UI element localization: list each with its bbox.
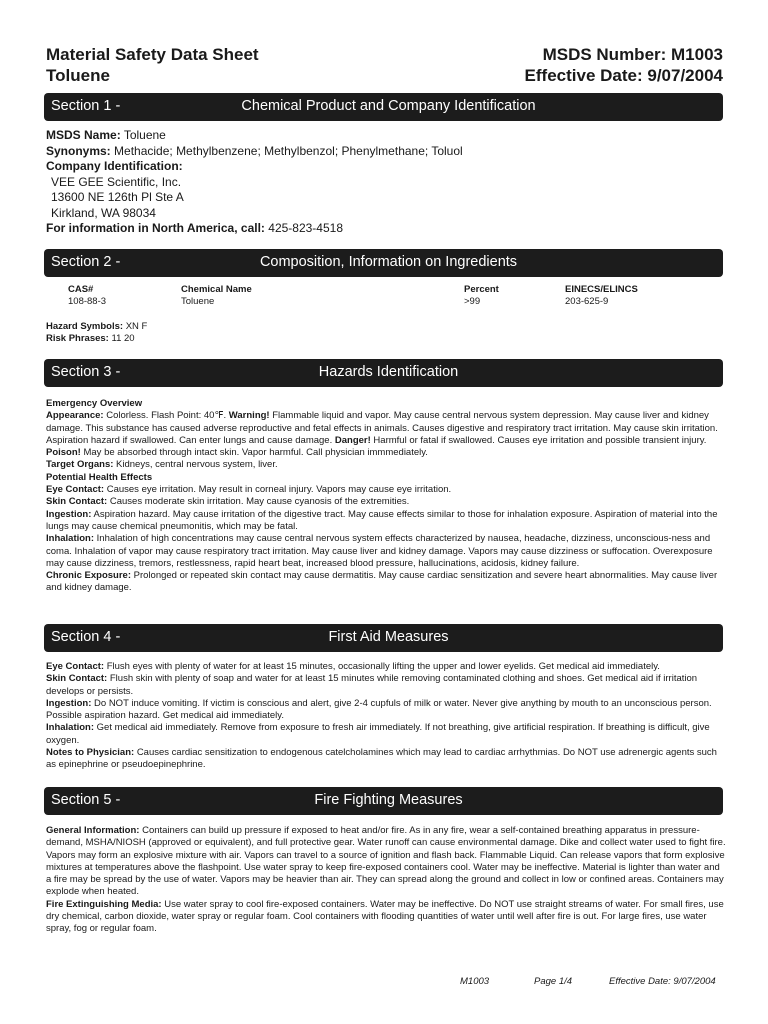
footer-effective-date: Effective Date: 9/07/2004 — [609, 976, 716, 987]
field-value: Aspiration hazard. May cause irritation of the digestive tract. May cause effects similar to those for inhalation exposure. Aspiration of material into the lungs may cause chemical pneumonitis, which may be fatal. — [46, 508, 718, 532]
field-value: Methacide; Methylbenzene; Methylbenzol; Phenylmethane; Toluol — [114, 143, 463, 158]
section-number: Section 2 - — [51, 254, 121, 270]
table-column-cas — [68, 284, 106, 308]
field-label: For information in North America, call: — [46, 221, 265, 235]
field-value: Harmful or fatal if swallowed. Causes eye irritation and possible transient injury. — [373, 434, 707, 446]
section-title: Chemical Product and Company Identification — [241, 98, 536, 114]
hazard-info — [46, 321, 726, 346]
table-cell: >99 — [464, 296, 481, 307]
section-5-header — [44, 787, 723, 815]
section-3-body — [46, 398, 726, 595]
section-number: Section 5 - — [51, 792, 121, 808]
field-label: Target Organs: — [46, 459, 114, 471]
footer-code: M1003 — [460, 976, 490, 987]
section-title: Hazards Identification — [318, 364, 459, 380]
field-value: Colorless. Flash Point: 40℉. — [106, 410, 227, 422]
footer-page-number: Page 1/4 — [534, 976, 573, 987]
section-1-header — [44, 93, 723, 121]
field-label: Eye Contact: — [46, 661, 105, 672]
danger-label: Danger! — [334, 434, 371, 446]
table-header: Percent — [464, 284, 499, 295]
section-title: Composition, Information on Ingredients — [259, 254, 518, 270]
warning-label: Warning! — [228, 410, 270, 422]
table-column-percent — [464, 284, 499, 308]
field-value: Prolonged or repeated skin contact may cause dermatitis. May cause cardiac sensitization and severe heart abnormalities. May cause liver and kidney damage. — [46, 570, 718, 594]
field-value: Causes cardiac sensitization to endogenous catelcholamines which may lead to cardiac arrhythmias. Do NOT use adrenergic agents such as epinephrine or pseudoepinephrine. — [46, 747, 717, 771]
subheading: Potential Health Effects — [46, 471, 153, 483]
field-label: MSDS Name: — [46, 128, 121, 142]
table-cell: Toluene — [181, 296, 215, 307]
section-number: Section 1 - — [51, 98, 121, 114]
field-label: Notes to Physician: — [46, 747, 135, 759]
field-label: Inhalation: — [46, 533, 95, 545]
field-value: 425-823-4518 — [268, 221, 343, 235]
field-value: Use water spray to cool fire-exposed containers. Water may be ineffective. Do NOT use straight streams of water. For small fires, use dry chemical, carbon dioxide, water spray or regular foam. Cool containers with flooding quantities of water until well after fire is out. For large fires, use water spray, fog or regular foam. — [46, 898, 724, 935]
company-line: Kirkland, WA 98034 — [51, 205, 156, 220]
field-label: Appearance: — [46, 410, 104, 422]
section-title: Fire Fighting Measures — [314, 792, 463, 808]
field-value: Flush eyes with plenty of water for at least 15 minutes, occasionally lifting the upper and lower eyelids. Get medical aid immediately. — [106, 661, 660, 672]
document-title: Material Safety Data Sheet — [46, 45, 259, 64]
field-value: 11 20 — [111, 333, 135, 345]
field-value: XN F — [125, 321, 148, 332]
table-header: EINECS/ELINCS — [565, 284, 638, 295]
field-label: Ingestion: — [46, 508, 92, 520]
field-value: Get medical aid immediately. Remove from exposure to fresh air immediately. If not breathing, give artificial respiration. If breathing is difficult, give oxygen. — [46, 722, 710, 746]
poison-label: Poison! — [46, 447, 81, 459]
table-cell: 108-88-3 — [68, 296, 107, 307]
section-title: First Aid Measures — [328, 629, 449, 645]
section-5-body — [46, 825, 726, 936]
effective-date: Effective Date: 9/07/2004 — [524, 66, 723, 85]
subheading: Emergency Overview — [46, 398, 143, 409]
section-3-header — [44, 359, 723, 387]
section-number: Section 4 - — [51, 629, 121, 645]
field-value: Flammable liquid and vapor. May cause central nervous system depression. May cause liver and kidney damage. This substance has caused adverse reproductive and fetal effects in animals. Causes digestive and respiratory tract irritation. May cause skin irritation. Aspiration hazard if swallowed. Can enter lungs and cause damage. — [46, 410, 718, 446]
field-value: Kidneys, central nervous system, liver. — [116, 459, 278, 471]
field-value: Causes moderate skin irritation. May cause cyanosis of the extremities. — [109, 496, 410, 508]
section-2-header — [44, 249, 723, 277]
field-value: Toluene — [123, 128, 166, 142]
section-4-body — [46, 661, 726, 772]
table-cell: 203-625-9 — [565, 296, 609, 307]
field-value: Causes eye irritation. May result in corneal injury. Vapors may cause eye irritation. — [106, 484, 452, 496]
field-value: Inhalation of high concentrations may cause central nervous system effects characterized by nausea, headache, dizziness, unconscious-ness and coma. Inhalation of vapor may cause respiratory tract irritation. May cause liver and kidney damage. Vapors may cause dizziness or suffocation. Overexposure may cause dizziness, tremors, restlessness, rapid heart beat, increased blood pressure, hallucinations, acidosis, kidney failure. — [46, 533, 713, 569]
field-label: Fire Extinguishing Media: — [46, 898, 162, 910]
field-label: Inhalation: — [46, 722, 95, 734]
field-label: Skin Contact: — [46, 673, 108, 685]
document-meta-block — [525, 44, 723, 86]
section-number: Section 3 - — [51, 364, 121, 380]
field-value: Do NOT induce vomiting. If victim is conscious and alert, give 2-4 cupfuls of milk or water. Never give anything by mouth to an unconscious person. Possible aspiration hazard. Get medical aid immediately. — [46, 697, 712, 722]
field-label: Ingestion: — [46, 697, 92, 709]
field-value: Containers can build up pressure if exposed to heat and/or fire. As in any fire, wear a self-contained breathing apparatus in pressure-demand, MSHA/NIOSH (approved or equivalent), and full protective gear. Water runoff can cause environmental damage. Dike and collect water used to fight fire. Vapors may form an explosive mixture with air. Vapors can travel to a source of ignition and flash back. Flammable Liquid. Can release vapors that form explosive mixtures at temperatures above the flashpoint. Use water spray to keep fire-exposed containers cool. Water may be ineffective. Material is lighter than water and a fire may be spread by the use of water. Vapors may be heavier than air. They can spread along the ground and collect in low or confined areas. Containers may explode when heated. — [46, 825, 726, 898]
table-column-einecs — [565, 284, 638, 308]
field-label: Skin Contact: — [46, 496, 108, 508]
field-label: Company Identification: — [46, 159, 183, 173]
section-1-body — [46, 128, 463, 237]
product-name: Toluene — [46, 66, 110, 85]
table-header: CAS# — [68, 284, 94, 295]
section-4-header — [44, 624, 723, 652]
field-label: Risk Phrases: — [46, 333, 109, 345]
field-label: Chronic Exposure: — [46, 570, 131, 582]
field-label: General Information: — [46, 825, 140, 836]
field-label: Synonyms: — [46, 143, 111, 158]
document-title-block — [46, 44, 259, 86]
msds-number: MSDS Number: M1003 — [542, 45, 723, 64]
field-value: May be absorbed through intact skin. Vapor harmful. Call physician immmediately. — [83, 447, 428, 459]
table-header: Chemical Name — [181, 284, 252, 295]
company-line: 13600 NE 126th Pl Ste A — [51, 190, 184, 204]
field-label: Eye Contact: — [46, 484, 105, 496]
company-line: VEE GEE Scientific, Inc. — [51, 174, 182, 189]
field-value: Flush skin with plenty of soap and water for at least 15 minutes while removing contaminated clothing and shoes. Get medical aid if irritation develops or persists. — [46, 673, 698, 697]
field-label: Hazard Symbols: — [46, 321, 124, 332]
table-column-chemical-name — [181, 284, 252, 308]
